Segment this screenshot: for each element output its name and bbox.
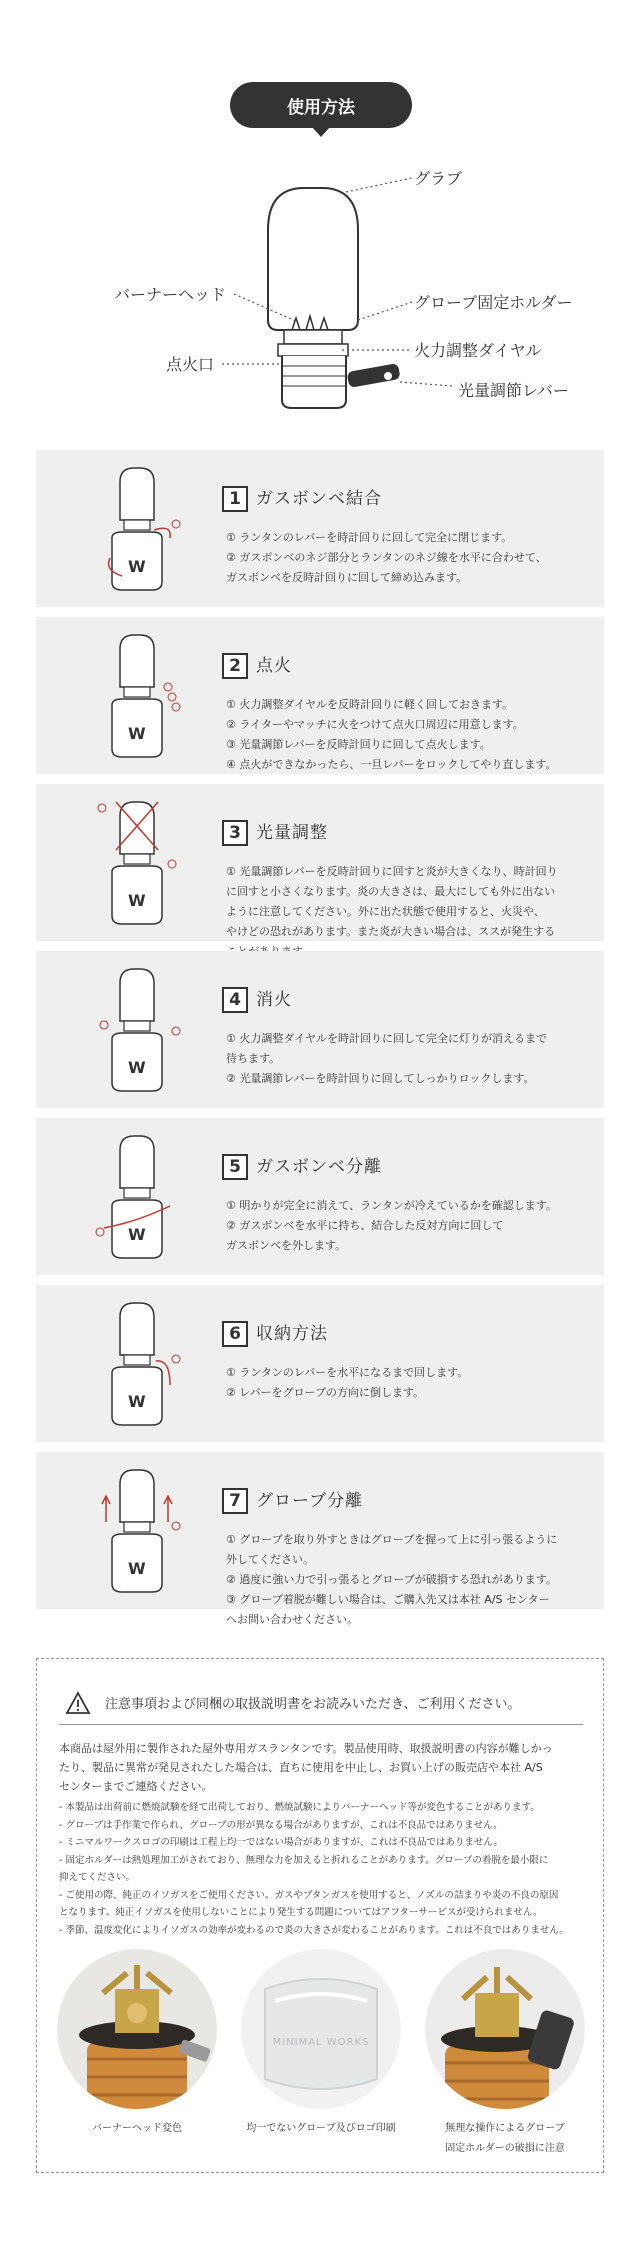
- bullet-line: - ご使用の際、純正のイソガスをご使用ください。ガスやブタンガスを使用すると、ノズルの詰まりや炎の不良の原因: [59, 1889, 559, 1901]
- lantern-step-icon: [92, 460, 182, 598]
- step-card-7: [36, 1452, 604, 1626]
- bullet-line: 抑えてください。: [59, 1872, 136, 1883]
- bullet-line: となります。純正イソガスを使用しないことにより発生する問題についてはアフターサービスが受けられません。: [59, 1907, 543, 1918]
- step-number: 4: [222, 987, 248, 1013]
- step-number: 5: [222, 1154, 248, 1180]
- step-title: 収納方法: [256, 1324, 328, 1344]
- step-number: 1: [222, 486, 248, 512]
- step-line: ① ランタンのレバーを水平になるまで回します。: [226, 1366, 469, 1379]
- step-number: 7: [222, 1488, 248, 1514]
- step-line: ② 光量調節レバーを時計回りに回してしっかりロックします。: [226, 1072, 535, 1085]
- step-title: グローブ分離: [256, 1491, 364, 1511]
- intro-line: たり、製品に異常が発見されたした場合は、直ちに使用を中止し、お買い上げの販売店や本社 A/S: [59, 1761, 543, 1774]
- step-number: 3: [222, 820, 248, 846]
- label-burner-head: バーナーヘッド: [114, 285, 227, 304]
- step-title: 点火: [256, 656, 292, 676]
- bullet-line: - ミニマルワークスロゴの印刷は工程上均一ではない場合がありますが、これは不良品ではありません。: [59, 1837, 503, 1848]
- glove-logo-photo: [241, 1949, 401, 2109]
- lantern-parts-diagram: [0, 150, 640, 430]
- caution-notice: [36, 1658, 604, 2173]
- lantern-step-icon: [92, 794, 182, 932]
- bullet-line: - 季節、温度変化によりイソガスの効率が変わるので炎の大きさが変わることがあります。これは不良ではありません。: [59, 1924, 569, 1936]
- lantern-step-icon: [92, 961, 182, 1099]
- notice-title: 注意事項および同梱の取扱説明書をお読みいただき、ご利用ください。: [105, 1697, 521, 1712]
- step-line: ガスボンベを反時計回りに回して締め込みます。: [226, 571, 468, 584]
- step-instructions: [226, 862, 596, 962]
- step-line: ③ グローブ着脱が難しい場合は、ご購入先又は本社 A/S センター: [226, 1593, 550, 1606]
- step-card-2: [36, 617, 604, 774]
- intro-line: センターまでご連絡ください。: [59, 1780, 213, 1793]
- svg-text:W: W: [128, 1225, 146, 1244]
- svg-text:W: W: [128, 1058, 146, 1077]
- step-line: ガスボンベを外します。: [226, 1239, 347, 1252]
- lantern-step-icon: [92, 1295, 182, 1433]
- lantern-step-icon: [92, 1462, 182, 1600]
- step-card-1: [36, 450, 604, 607]
- step-line: ② ガスボンベのネジ部分とランタンのネジ線を水平に合わせて、: [226, 551, 547, 564]
- svg-text:W: W: [128, 1392, 146, 1411]
- svg-text:W: W: [128, 1559, 146, 1578]
- step-instructions: [226, 1029, 596, 1089]
- step-line: ② レバーをグローブの方向に倒します。: [226, 1386, 425, 1399]
- bullet-line: - グローブは手作業で作られ、グローブの形が異なる場合がありますが、これは不良品ではありません。: [59, 1819, 503, 1831]
- lantern-step-icon: [92, 627, 182, 765]
- step-line: ③ 光量調節レバーを反時計回りに回して点火します。: [226, 738, 491, 751]
- step-card-4: [36, 951, 604, 1108]
- step-line: ① ランタンのレバーを時計回りに回して完全に閉じます。: [226, 531, 513, 544]
- step-line: に回すと小さくなります。炎の大きさは、最大にしても外に出ない: [226, 885, 556, 898]
- step-line: 外してください。: [226, 1553, 314, 1566]
- step-card-3: [36, 784, 604, 941]
- step-line: へお問い合わせください。: [226, 1613, 358, 1626]
- step-line: ② 過度に強い力で引っ張るとグローブが破損する恐れがあります。: [226, 1573, 557, 1586]
- step-instructions: [226, 1363, 596, 1403]
- step-instructions: [226, 695, 596, 775]
- label-ignition-port: 点火口: [166, 355, 215, 374]
- step-line: ② ライターやマッチに火をつけて点火口周辺に用意します。: [226, 718, 524, 731]
- burner-head-photo: [57, 1949, 217, 2109]
- step-line: ① グローブを取り外すときはグローブを握って上に引っ張るように: [226, 1533, 558, 1546]
- step-line: ② ガスボンベを水平に持ち、結合した反対方向に回して: [226, 1219, 504, 1232]
- caption-line: 均一でないグローブ及びロゴ印刷: [246, 2123, 396, 2134]
- step-title: ガスボンベ結合: [256, 489, 382, 509]
- notice-header: [59, 1681, 583, 1725]
- photo-caption: [57, 2119, 217, 2139]
- step-line: やけどの恐れがあります。また炎が大きい場合は、ススが発生する: [226, 925, 556, 938]
- intro-line: 本商品は屋外用に製作された屋外専用ガスランタンです。製品使用時、取扱説明書の内容が難しかっ: [59, 1742, 553, 1755]
- usage-title-badge: [230, 82, 412, 128]
- step-card-5: [36, 1118, 604, 1275]
- step-instructions: [226, 1530, 596, 1630]
- step-number: 6: [222, 1321, 248, 1347]
- step-line: ① 明かりが完全に消えて、ランタンが冷えているかを確認します。: [226, 1199, 557, 1212]
- caption-line: バーナーヘッド変色: [92, 2123, 182, 2134]
- label-light-lever: 光量調節レバー: [458, 381, 569, 400]
- step-line: ① 光量調節レバーを反時計回りに回すと炎が大きくなり、時計回り: [226, 865, 558, 878]
- bullet-line: - 本製品は出荷前に燃焼試験を経て出荷しており、燃焼試験によりバーナーヘッド等が変色することがあります。: [59, 1802, 540, 1813]
- step-title: 光量調整: [256, 823, 328, 843]
- warning-icon: [65, 1691, 91, 1715]
- step-line: 待ちます。: [226, 1052, 281, 1065]
- caption-line: 固定ホルダーの破損に注意: [445, 2143, 565, 2154]
- step-line: ように注意してください。外に出た状態で使用すると、火災や、: [226, 905, 545, 918]
- svg-text:W: W: [128, 724, 146, 743]
- photo-logo-text: MINIMAL WORKS: [272, 2037, 370, 2048]
- notice-intro: [59, 1739, 587, 1796]
- holder-damage-photo: [425, 1949, 585, 2109]
- step-title: ガスボンベ分離: [256, 1157, 382, 1177]
- step-title: 消火: [256, 990, 292, 1010]
- usage-title: 使用方法: [287, 97, 355, 118]
- caption-line: 無理な操作によるグローブ: [445, 2123, 565, 2134]
- step-line: ④ 点火ができなかったら、一旦レバーをロックしてやり直します。: [226, 758, 557, 771]
- step-line: ① 火力調整ダイヤルを反時計回りに軽く回しておきます。: [226, 698, 514, 711]
- label-glove-holder: グローブ固定ホルダー: [414, 293, 573, 312]
- label-flame-dial: 火力調整ダイヤル: [414, 341, 542, 360]
- step-line: ① 火力調整ダイヤルを時計回りに回して完全に灯りが消えるまで: [226, 1032, 548, 1045]
- step-card-6: [36, 1285, 604, 1442]
- step-number: 2: [222, 653, 248, 679]
- step-instructions: [226, 528, 596, 588]
- lantern-step-icon: [92, 1128, 182, 1266]
- photo-caption: [241, 2119, 401, 2139]
- step-instructions: [226, 1196, 596, 1256]
- bullet-line: - 固定ホルダーは熱処理加工がされており、無理な力を加えると折れることがあります。グローブの着脱を最小限に: [59, 1854, 549, 1866]
- label-glove: グラブ: [414, 169, 463, 188]
- notice-bullets: [59, 1799, 591, 1939]
- photo-caption: [425, 2119, 585, 2159]
- svg-text:W: W: [128, 557, 146, 576]
- svg-text:W: W: [128, 891, 146, 910]
